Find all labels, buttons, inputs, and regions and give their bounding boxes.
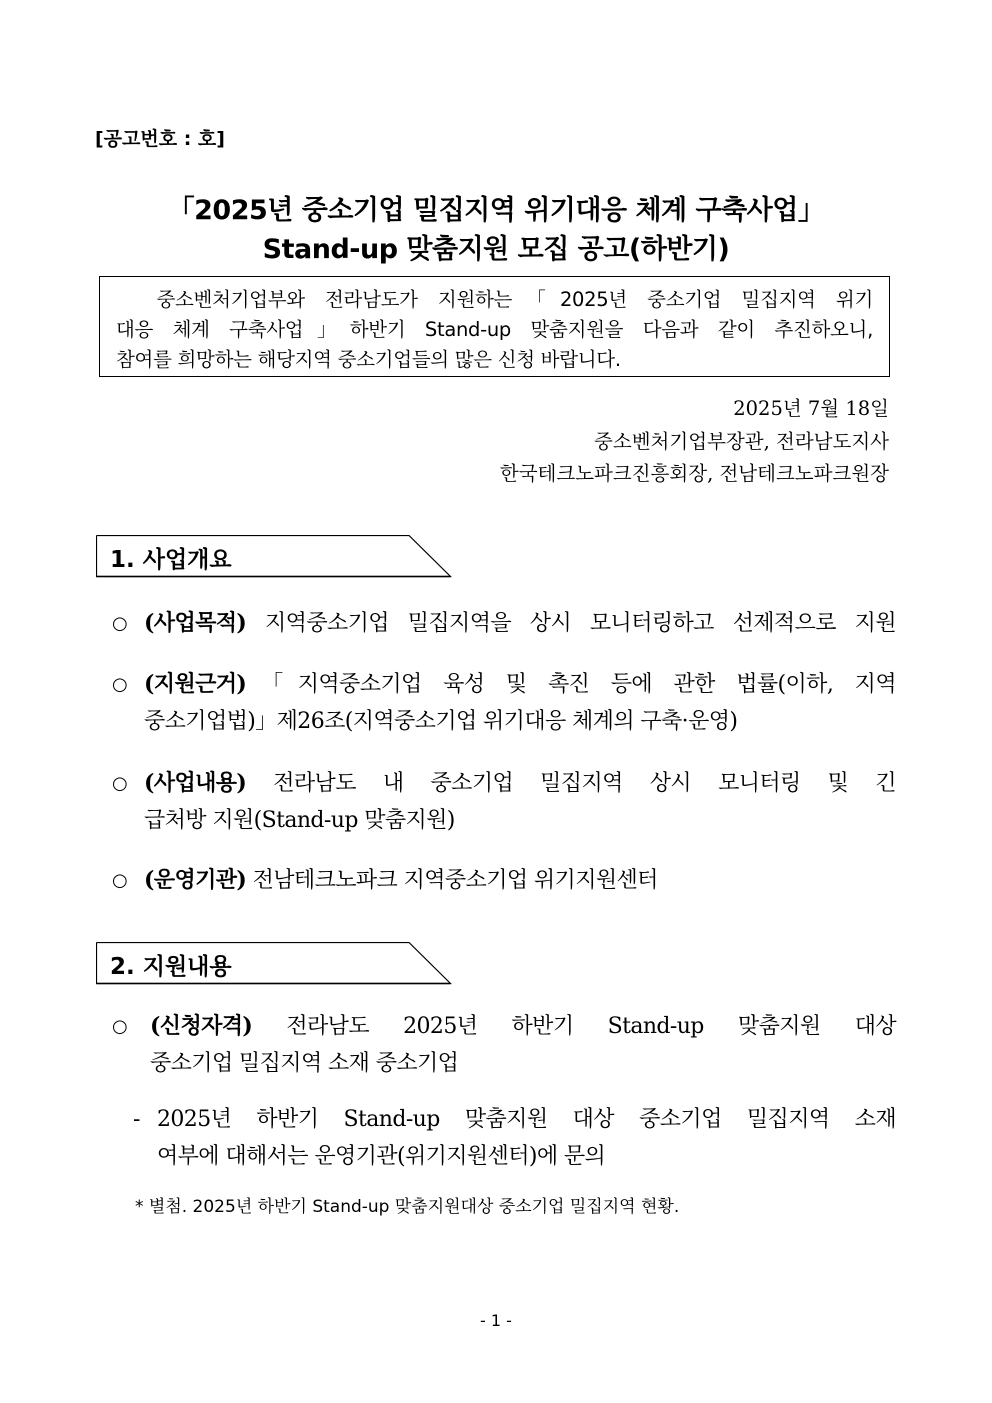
section-heading-overview [96, 535, 451, 577]
item-text: 전라남도 2025년 하반기 Stand-up 맞춤지원 대상 [252, 1014, 896, 1039]
attachment-note: * 별첨. 2025년 하반기 Stand-up 맞춤지원대상 중소기업 밀집지역 현황. [135, 1197, 680, 1217]
item-text: 전남테크노파크 지역중소기업 위기지원센터 [246, 868, 658, 893]
document-title-line1: 「2025년 중소기업 밀집지역 위기대응 체계 구축사업」 [167, 195, 825, 226]
section-heading-label: 2. 지원내용 [110, 954, 232, 980]
summary-box [99, 276, 890, 377]
page-number: - 1 - [480, 1311, 512, 1330]
summary-line: 중소벤처기업부와 전라남도가 지원하는「2025년 중소기업 밀집지역 위기 [116, 288, 873, 311]
list-item-line [144, 666, 896, 703]
item-key: (신청자격) [150, 1013, 253, 1039]
summary-line: 대응 체계 구축사업」하반기 Stand-up 맞춤지원을 다음과 같이 추진하오니, [116, 318, 873, 341]
list-item-line [144, 765, 896, 802]
circle-bullet-icon: ○ [112, 613, 128, 634]
signoff-line: 한국테크노파크진흥회장, 전남테크노파크원장 [499, 462, 889, 485]
list-item-line: 중소기업법)」제26조(지역중소기업 위기대응 체계의 구축·운영) [144, 709, 738, 734]
item-text: 「지역중소기업 육성 및 촉진 등에 관한 법률(이하, 지역 [246, 672, 896, 697]
circle-bullet-icon: ○ [112, 870, 128, 891]
item-text: 지역중소기업 밀집지역을 상시 모니터링하고 선제적으로 지원 [246, 611, 896, 636]
list-item-line [144, 862, 896, 899]
list-item-line: 급처방 지원(Stand-up 맞춤지원) [144, 808, 455, 833]
section-heading-support [96, 942, 451, 984]
item-key: (사업목적) [144, 610, 247, 636]
circle-bullet-icon: ○ [112, 1016, 128, 1037]
list-item-line: 중소기업 밀집지역 소재 중소기업 [150, 1051, 459, 1076]
circle-bullet-icon: ○ [112, 674, 128, 695]
notice-number: [공고번호 : 호] [95, 128, 225, 150]
circle-bullet-icon: ○ [112, 773, 128, 794]
sub-list-item-line: 2025년 하반기 Stand-up 맞춤지원 대상 중소기업 밀집지역 소재 [157, 1107, 896, 1132]
list-item-line [150, 1008, 896, 1045]
document-title-line2: Stand-up 맞춤지원 모집 공고(하반기) [262, 234, 730, 265]
item-key: (지원근거) [144, 671, 247, 697]
item-key: (운영기관) [144, 867, 247, 893]
item-key: (사업내용) [144, 770, 247, 796]
sub-list-item-line: 여부에 대해서는 운영기관(위기지원센터)에 문의 [157, 1144, 606, 1169]
list-item-line [144, 605, 896, 642]
announcement-date: 2025년 7월 18일 [733, 397, 889, 420]
summary-line: 참여를 희망하는 해당지역 중소기업들의 많은 신청 바랍니다. [116, 348, 621, 371]
item-text: 전라남도 내 중소기업 밀집지역 상시 모니터링 및 긴 [246, 771, 896, 796]
dash-bullet: - [133, 1107, 141, 1132]
signoff-line: 중소벤처기업부장관, 전라남도지사 [594, 430, 889, 453]
section-heading-label: 1. 사업개요 [110, 547, 232, 573]
